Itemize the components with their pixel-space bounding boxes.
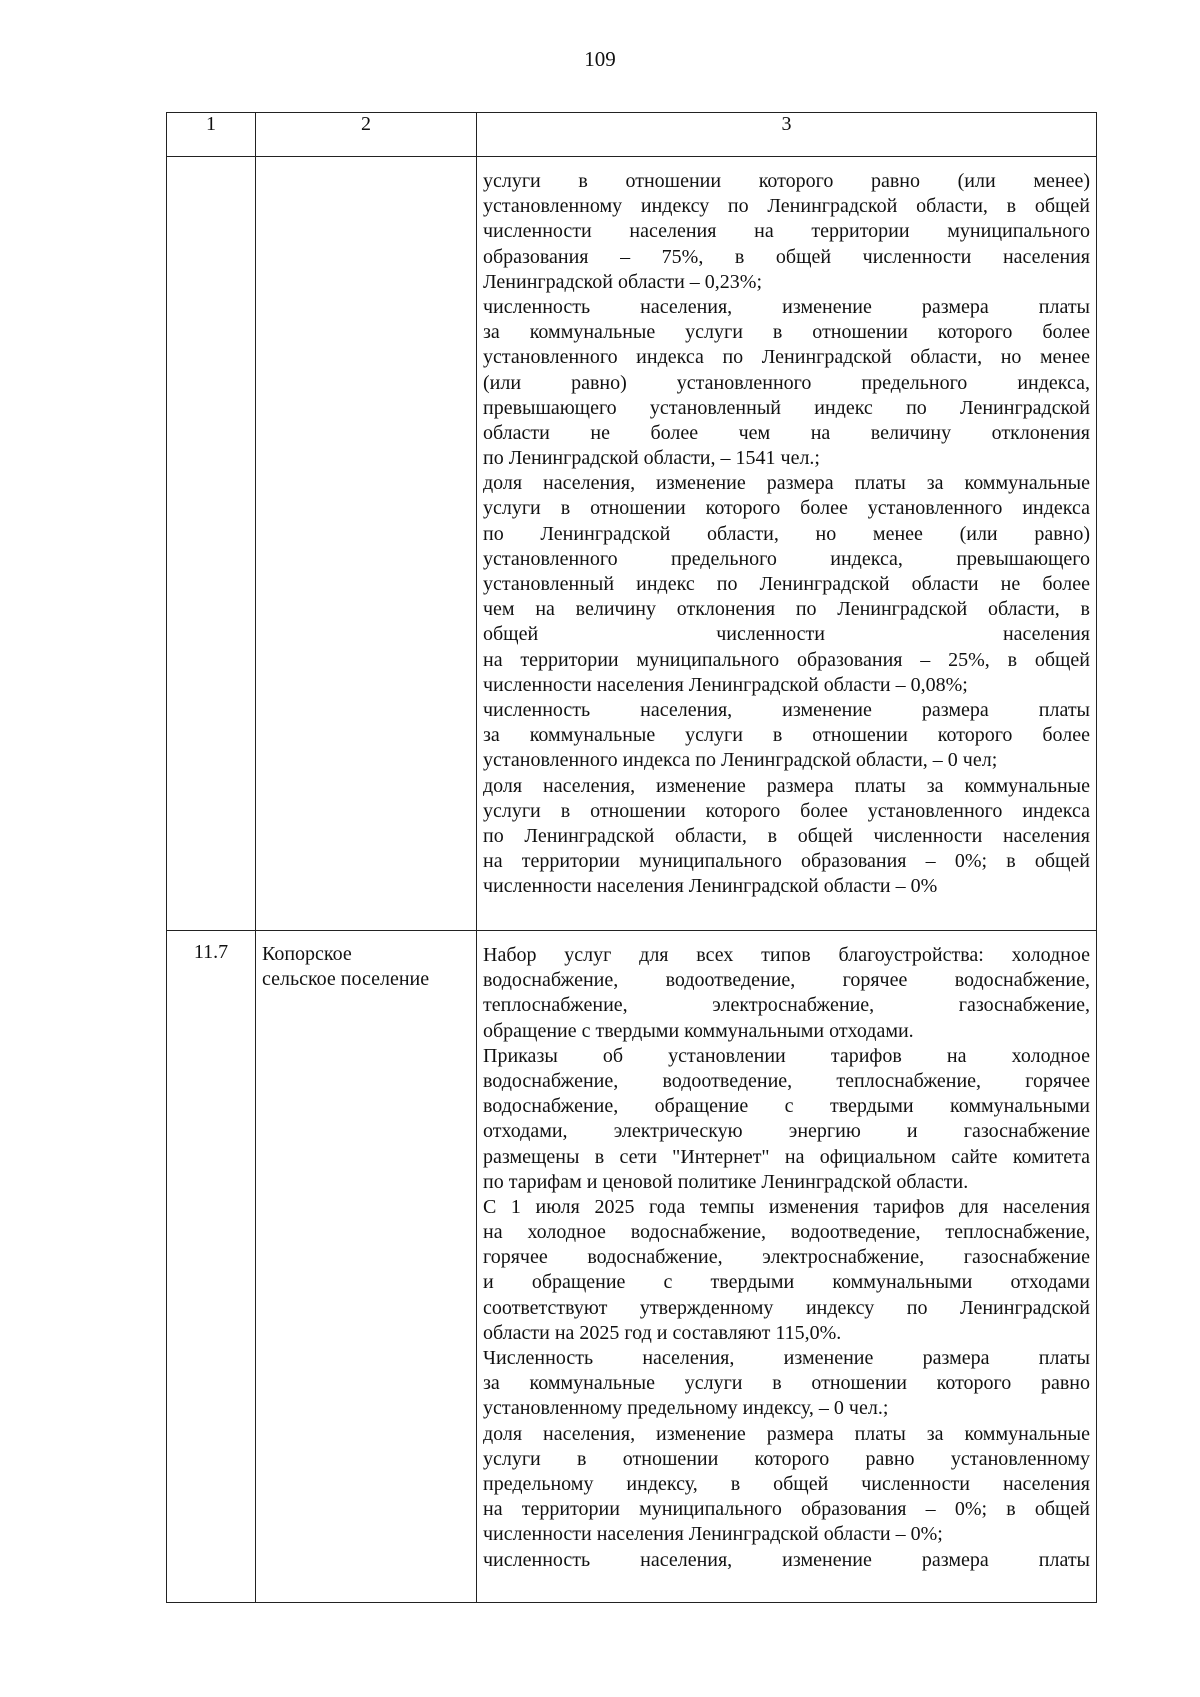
description-line: численности населения Ленинградской области – 0%;	[483, 1523, 943, 1546]
description-line: доля населения, изменение размера платы за коммунальные	[483, 472, 1090, 495]
description-line: услуги в отношении которого равно установленному	[483, 1447, 1090, 1470]
table-row	[167, 157, 1097, 931]
description-line: установленного индекса по Ленинградской области, – 0 чел;	[483, 749, 998, 772]
description-line: Приказы об установлении тарифов на холодное	[483, 1044, 1090, 1067]
description-line: размещены в сети "Интернет" на официальном сайте комитета	[483, 1145, 1090, 1168]
description-line: за коммунальные услуги в отношении которого более	[483, 724, 1090, 747]
description-line: Набор услуг для всех типов благоустройства: холодное	[483, 944, 1090, 966]
description-line: отходами, электрическую энергию и газоснабжение	[483, 1120, 1090, 1143]
description-line: численности населения Ленинградской области – 0,08%;	[483, 673, 968, 696]
description-line: доля населения, изменение размера платы за коммунальные	[483, 774, 1090, 797]
description-line: превышающего установленный индекс по Ленинградской	[483, 396, 1090, 419]
description-line: горячее водоснабжение, электроснабжение, газоснабжение	[483, 1246, 1090, 1269]
description-line: услуги в отношении которого равно (или менее)	[483, 170, 1090, 192]
description-line: доля населения, изменение размера платы за коммунальные	[483, 1422, 1090, 1445]
description-line: соответствуют утвержденному индексу по Ленинградской	[483, 1296, 1090, 1319]
description-line: области на 2025 год и составляют 115,0%.	[483, 1321, 842, 1344]
description-line: (или равно) установленного предельного индекса,	[483, 371, 1090, 394]
description-line: чем на величину отклонения по Ленинградской области, в	[483, 598, 1090, 621]
description-line: за коммунальные услуги в отношении которого равно	[483, 1372, 1090, 1395]
description-line: на территории муниципального образования – 25%, в общей	[483, 648, 1090, 671]
description-line: за коммунальные услуги в отношении которого более	[483, 321, 1090, 344]
description-line: общей численности населения	[483, 623, 1090, 646]
header-cell-2: 2	[256, 113, 477, 157]
description-line: водоснабжение, обращение с твердыми коммунальными	[483, 1095, 1090, 1118]
description-line: по Ленинградской области, – 1541 чел.;	[483, 447, 820, 470]
description-line: Ленинградской области – 0,23%;	[483, 270, 763, 293]
header-cell-3: 3	[477, 113, 1097, 157]
page-number: 109	[584, 47, 616, 71]
row-number-cell: 11.7	[167, 931, 256, 1603]
description-line: по Ленинградской области, в общей численности населения	[483, 824, 1090, 847]
description-line: водоснабжение, водоотведение, теплоснабжение, горячее	[483, 1069, 1090, 1092]
description-line: по тарифам и ценовой политике Ленинградской области.	[483, 1170, 969, 1193]
description-line: установленный индекс по Ленинградской области не более	[483, 573, 1090, 595]
description-line: услуги в отношении которого более установленного индекса	[483, 799, 1090, 822]
description-line: на территории муниципального образования – 0%; в общей	[483, 850, 1090, 873]
description-line: установленному индексу по Ленинградской области, в общей	[483, 195, 1090, 218]
description-cell	[477, 157, 1097, 931]
municipality-name-line: сельское поселение	[262, 968, 430, 990]
description-line: и обращение с твердыми коммунальными отходами	[483, 1271, 1090, 1294]
description-line: на территории муниципального образования – 0%; в общей	[483, 1498, 1090, 1521]
description-line: образования – 75%, в общей численности населения	[483, 245, 1090, 268]
description-line: численность населения, изменение размера платы	[483, 1548, 1090, 1571]
description-line: установленному предельному индексу, – 0 чел.;	[483, 1397, 889, 1420]
description-line: водоснабжение, водоотведение, горячее водоснабжение,	[483, 969, 1090, 992]
table-header-row	[167, 113, 1097, 157]
description-line: численности населения на территории муниципального	[483, 220, 1090, 243]
description-line: предельному индексу, в общей численности населения	[483, 1472, 1090, 1495]
description-line: установленного предельного индекса, превышающего	[483, 547, 1090, 570]
description-line: обращение с твердыми коммунальными отходами.	[483, 1019, 914, 1042]
description-cell	[477, 931, 1097, 1603]
row-number-cell	[167, 157, 256, 931]
header-cell-1: 1	[167, 113, 256, 157]
municipality-name-cell	[256, 931, 477, 1603]
description-line: услуги в отношении которого более установленного индекса	[483, 497, 1090, 520]
description-line: по Ленинградской области, но менее (или равно)	[483, 522, 1090, 545]
municipality-name-line: Копорское	[262, 943, 352, 965]
description-line: численность населения, изменение размера платы	[483, 698, 1090, 721]
description-line: установленного индекса по Ленинградской области, но менее	[483, 346, 1090, 369]
description-line: на холодное водоснабжение, водоотведение, теплоснабжение,	[483, 1221, 1090, 1244]
description-line: численности населения Ленинградской области – 0%	[483, 875, 938, 898]
description-line: теплоснабжение, электроснабжение, газоснабжение,	[483, 994, 1090, 1017]
table-row	[167, 931, 1097, 1603]
description-line: области не более чем на величину отклонения	[483, 421, 1090, 444]
description-line: С 1 июля 2025 года темпы изменения тарифов для населения	[483, 1195, 1090, 1218]
data-table	[166, 112, 1097, 1603]
description-line: численность населения, изменение размера платы	[483, 295, 1090, 318]
description-line: Численность населения, изменение размера платы	[483, 1347, 1090, 1369]
municipality-name-cell	[256, 157, 477, 931]
